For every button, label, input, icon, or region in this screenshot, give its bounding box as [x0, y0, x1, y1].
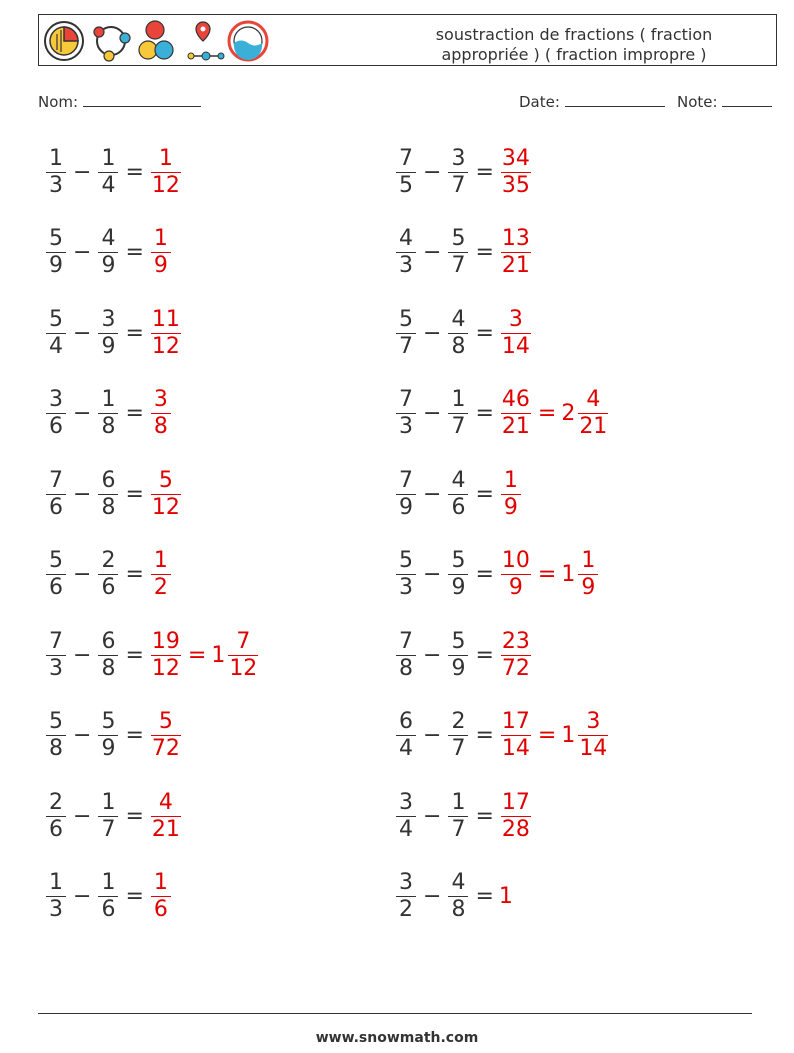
minus-sign: − [73, 481, 92, 507]
worksheet-title [424, 25, 724, 65]
equals-sign: = [475, 401, 494, 426]
answer-fraction [501, 307, 531, 360]
fraction-minuend [396, 468, 416, 521]
denominator: 9 [503, 494, 518, 520]
fraction-subtrahend [98, 226, 118, 279]
denominator: 3 [49, 897, 63, 922]
denominator: 6 [101, 897, 116, 922]
fraction-subtrahend [98, 307, 118, 360]
numerator: 3 [508, 306, 523, 332]
fraction-minuend [396, 146, 416, 199]
numerator: 1 [451, 387, 466, 412]
minus-sign: − [73, 884, 92, 909]
answer-mixed-number [561, 709, 610, 762]
problem-item [44, 221, 173, 285]
numerator: 17 [501, 709, 530, 734]
problem-item [394, 704, 610, 768]
numerator: 5 [101, 709, 116, 734]
denominator: 12 [151, 172, 180, 198]
minus-sign: − [73, 723, 92, 748]
denominator: 9 [153, 253, 168, 278]
equals-sign: = [125, 884, 144, 909]
denominator: 6 [49, 816, 63, 842]
numerator: 3 [153, 387, 168, 412]
numerator: 5 [49, 306, 63, 332]
problem-item [394, 623, 533, 687]
fraction-minuend [396, 629, 416, 682]
denominator: 2 [399, 897, 413, 922]
denominator: 6 [101, 575, 116, 600]
numerator: 4 [158, 789, 173, 815]
minus-sign: − [73, 320, 92, 346]
numerator: 6 [399, 709, 413, 734]
denominator: 14 [501, 736, 530, 761]
numerator: 1 [153, 870, 168, 895]
equals-sign: = [537, 401, 557, 426]
fraction-subtrahend [448, 146, 468, 199]
numerator: 7 [49, 467, 63, 493]
denominator: 5 [399, 172, 413, 198]
denominator: 3 [49, 172, 63, 198]
problem-item [44, 543, 173, 607]
equals-sign: = [475, 240, 494, 265]
answer-fraction [151, 790, 181, 843]
numerator: 4 [451, 870, 466, 895]
answer-fraction [501, 790, 531, 843]
numerator: 1 [451, 789, 466, 815]
numerator: 19 [151, 628, 180, 654]
fraction-minuend [396, 709, 416, 762]
answer-fraction [501, 226, 531, 279]
denominator: 28 [501, 816, 530, 842]
denominator: 7 [451, 172, 466, 198]
denominator: 21 [151, 816, 180, 842]
numerator: 3 [586, 709, 601, 734]
answer-mixed-number [561, 387, 610, 440]
fraction-subtrahend [98, 870, 118, 923]
equals-sign: = [475, 642, 494, 668]
denominator: 7 [399, 333, 413, 359]
problem-item [394, 301, 533, 365]
denominator: 35 [501, 172, 530, 198]
denominator: 9 [451, 655, 466, 681]
problem-item [44, 301, 183, 365]
fraction-minuend [396, 307, 416, 360]
denominator: 8 [451, 333, 466, 359]
fraction-subtrahend [448, 387, 468, 440]
header-icons [43, 18, 273, 64]
equals-sign: = [125, 159, 144, 185]
equals-sign: = [125, 803, 144, 829]
numerator: 5 [399, 548, 413, 573]
numerator: 3 [49, 387, 63, 412]
mixed-fraction [578, 387, 608, 440]
numerator: 11 [151, 306, 180, 332]
fraction-subtrahend [448, 790, 468, 843]
numerator: 1 [503, 467, 518, 493]
answer-fraction [151, 468, 181, 521]
numerator: 7 [236, 628, 251, 654]
footer-divider [38, 1013, 752, 1014]
denominator: 9 [101, 736, 116, 761]
fraction-minuend [46, 548, 66, 601]
denominator: 2 [153, 575, 168, 600]
answer-mixed-number [561, 548, 600, 601]
fraction-subtrahend [448, 468, 468, 521]
denominator: 21 [579, 414, 608, 439]
location-path-icon [188, 22, 224, 60]
minus-sign: − [423, 481, 442, 507]
numerator: 2 [451, 709, 466, 734]
fraction-minuend [46, 629, 66, 682]
grade-field[interactable] [677, 92, 772, 111]
problem-item [394, 140, 533, 204]
numerator: 6 [101, 467, 116, 493]
denominator: 9 [101, 253, 116, 278]
answer-fraction [501, 548, 531, 601]
denominator: 4 [399, 736, 413, 761]
denominator: 6 [49, 414, 63, 439]
problem-item [394, 784, 533, 848]
problem-item [394, 543, 600, 607]
numerator: 1 [101, 789, 116, 815]
mixed-whole: 1 [211, 642, 226, 668]
numerator: 5 [158, 709, 173, 734]
denominator: 8 [153, 414, 168, 439]
numerator: 1 [581, 548, 596, 573]
name-blank[interactable] [83, 92, 201, 107]
date-field[interactable] [519, 92, 665, 111]
denominator: 7 [451, 414, 466, 439]
mixed-whole: 1 [561, 723, 576, 748]
fraction-minuend [396, 226, 416, 279]
numerator: 7 [49, 628, 63, 654]
numerator: 1 [49, 870, 63, 895]
problem-item [44, 784, 183, 848]
equals-sign: = [537, 562, 557, 587]
denominator: 8 [101, 494, 116, 520]
equals-sign: = [125, 723, 144, 748]
numerator: 2 [49, 789, 63, 815]
denominator: 9 [581, 575, 596, 600]
denominator: 6 [153, 897, 168, 922]
answer-fraction [151, 146, 181, 199]
denominator: 12 [229, 655, 258, 681]
numerator: 5 [49, 709, 63, 734]
numerator: 1 [101, 387, 116, 412]
minus-sign: − [423, 320, 442, 346]
date-label: Date: [519, 93, 560, 111]
fraction-subtrahend [98, 146, 118, 199]
minus-sign: − [423, 723, 442, 748]
fraction-subtrahend [98, 629, 118, 682]
numerator: 1 [49, 145, 63, 171]
date-blank[interactable] [565, 92, 665, 107]
minus-sign: − [423, 401, 442, 426]
fraction-subtrahend [448, 629, 468, 682]
equals-sign: = [475, 803, 494, 829]
answer-fraction [501, 146, 531, 199]
denominator: 6 [451, 494, 466, 520]
denominator: 6 [49, 575, 63, 600]
denominator: 9 [451, 575, 466, 600]
answer-mixed-number [211, 629, 260, 682]
answer-fraction [151, 870, 171, 923]
minus-sign: − [423, 803, 442, 829]
numbered-circles-icon [139, 21, 173, 59]
denominator: 7 [451, 816, 466, 842]
minus-sign: − [73, 642, 92, 668]
problem-item [394, 382, 610, 446]
mixed-fraction [228, 629, 258, 682]
denominator: 9 [101, 333, 116, 359]
numerator: 1 [101, 870, 116, 895]
fraction-subtrahend [98, 548, 118, 601]
name-label: Nom: [38, 93, 79, 111]
denominator: 9 [399, 494, 413, 520]
pie-chart-icon [45, 22, 83, 60]
team-cycle-icon [94, 27, 130, 61]
denominator: 4 [399, 816, 413, 842]
numerator: 5 [399, 306, 413, 332]
mixed-whole: 2 [561, 401, 576, 426]
numerator: 13 [501, 226, 530, 251]
denominator: 4 [49, 333, 63, 359]
minus-sign: − [423, 240, 442, 265]
denominator: 8 [399, 655, 413, 681]
minus-sign: − [423, 159, 442, 185]
fraction-minuend [46, 709, 66, 762]
numerator: 4 [101, 226, 116, 251]
denominator: 21 [501, 253, 530, 278]
answer-fraction [151, 709, 181, 762]
fraction-minuend [396, 387, 416, 440]
minus-sign: − [423, 562, 442, 587]
denominator: 12 [151, 655, 180, 681]
numerator: 4 [399, 226, 413, 251]
minus-sign: − [73, 159, 92, 185]
equals-sign: = [125, 642, 144, 668]
minus-sign: − [73, 401, 92, 426]
denominator: 8 [101, 414, 116, 439]
answer-fraction [151, 629, 181, 682]
answer-fraction [501, 629, 531, 682]
problem-item [44, 704, 183, 768]
fraction-subtrahend [98, 709, 118, 762]
fraction-subtrahend [98, 790, 118, 843]
problem-item [44, 462, 183, 526]
denominator: 4 [101, 172, 116, 198]
answer-fraction [151, 387, 171, 440]
denominator: 3 [399, 253, 413, 278]
denominator: 7 [451, 736, 466, 761]
fraction-minuend [396, 548, 416, 601]
equals-sign: = [475, 481, 494, 507]
fraction-minuend [396, 870, 416, 923]
answer-fraction [501, 468, 521, 521]
denominator: 3 [399, 575, 413, 600]
numerator: 10 [501, 548, 530, 573]
minus-sign: − [423, 884, 442, 909]
denominator: 14 [579, 736, 608, 761]
denominator: 7 [451, 253, 466, 278]
numerator: 23 [501, 628, 530, 654]
numerator: 4 [451, 467, 466, 493]
answer-fraction [151, 226, 171, 279]
numerator: 1 [101, 145, 116, 171]
answer-whole: 1 [498, 884, 513, 909]
fraction-minuend [46, 468, 66, 521]
mixed-whole: 1 [561, 562, 576, 587]
numerator: 1 [158, 145, 173, 171]
name-field[interactable] [38, 92, 201, 111]
equals-sign: = [537, 723, 557, 748]
equals-sign: = [125, 240, 144, 265]
denominator: 3 [49, 655, 63, 681]
equals-sign: = [125, 320, 144, 346]
fraction-minuend [46, 790, 66, 843]
equals-sign: = [475, 159, 494, 185]
numerator: 7 [399, 387, 413, 412]
denominator: 12 [151, 333, 180, 359]
equals-sign: = [475, 723, 494, 748]
problem-item [394, 462, 523, 526]
mixed-fraction [578, 709, 608, 762]
answer-fraction [501, 709, 531, 762]
fraction-subtrahend [98, 387, 118, 440]
denominator: 6 [49, 494, 63, 520]
numerator: 17 [501, 789, 530, 815]
denominator: 12 [151, 494, 180, 520]
fraction-subtrahend [448, 307, 468, 360]
denominator: 21 [501, 414, 530, 439]
numerator: 7 [399, 467, 413, 493]
numerator: 3 [399, 789, 413, 815]
mixed-fraction [578, 548, 598, 601]
numerator: 1 [153, 226, 168, 251]
problem-item [44, 140, 183, 204]
grade-blank[interactable] [722, 92, 772, 107]
numerator: 3 [101, 306, 116, 332]
fraction-minuend [46, 146, 66, 199]
answer-fraction [151, 307, 181, 360]
problem-item [44, 623, 260, 687]
grade-label: Note: [677, 93, 718, 111]
worksheet-header [38, 14, 777, 66]
minus-sign: − [73, 562, 92, 587]
minus-sign: − [73, 803, 92, 829]
footer-site: www.snowmath.com [315, 1030, 479, 1046]
denominator: 9 [508, 575, 523, 600]
title-line-1: soustraction de fractions ( fraction [435, 25, 713, 44]
minus-sign: − [73, 240, 92, 265]
numerator: 6 [101, 628, 116, 654]
fraction-subtrahend [448, 870, 468, 923]
equals-sign: = [125, 401, 144, 426]
equals-sign: = [475, 884, 494, 909]
answer-fraction [501, 387, 531, 440]
denominator: 72 [151, 736, 180, 761]
answer-fraction [151, 548, 171, 601]
numerator: 2 [101, 548, 116, 573]
denominator: 3 [399, 414, 413, 439]
denominator: 8 [451, 897, 466, 922]
equals-sign: = [475, 562, 494, 587]
denominator: 14 [501, 333, 530, 359]
fraction-subtrahend [448, 226, 468, 279]
equals-sign: = [125, 562, 144, 587]
equals-sign: = [187, 642, 207, 668]
equals-sign: = [125, 481, 144, 507]
numerator: 5 [158, 467, 173, 493]
fraction-minuend [46, 226, 66, 279]
numerator: 4 [586, 387, 601, 412]
fraction-minuend [46, 870, 66, 923]
numerator: 5 [451, 628, 466, 654]
fraction-minuend [46, 387, 66, 440]
numerator: 34 [501, 145, 530, 171]
fraction-minuend [46, 307, 66, 360]
equals-sign: = [475, 320, 494, 346]
minus-sign: − [423, 642, 442, 668]
denominator: 7 [101, 816, 116, 842]
numerator: 5 [49, 226, 63, 251]
problem-item [394, 865, 513, 929]
problem-item [44, 865, 173, 929]
denominator: 72 [501, 655, 530, 681]
numerator: 1 [153, 548, 168, 573]
numerator: 46 [501, 387, 530, 412]
numerator: 4 [451, 306, 466, 332]
fraction-subtrahend [98, 468, 118, 521]
numerator: 7 [399, 145, 413, 171]
problem-item [394, 221, 533, 285]
fraction-minuend [396, 790, 416, 843]
fraction-subtrahend [448, 548, 468, 601]
denominator: 8 [49, 736, 63, 761]
numerator: 5 [451, 226, 466, 251]
numerator: 5 [49, 548, 63, 573]
title-line-2: appropriée ) ( fraction impropre ) [441, 45, 707, 64]
fraction-subtrahend [448, 709, 468, 762]
denominator: 9 [49, 253, 63, 278]
numerator: 3 [399, 870, 413, 895]
denominator: 8 [101, 655, 116, 681]
numerator: 5 [451, 548, 466, 573]
problem-item [44, 382, 173, 446]
numerator: 7 [399, 628, 413, 654]
percentage-gauge-icon [229, 22, 267, 60]
numerator: 3 [451, 145, 466, 171]
